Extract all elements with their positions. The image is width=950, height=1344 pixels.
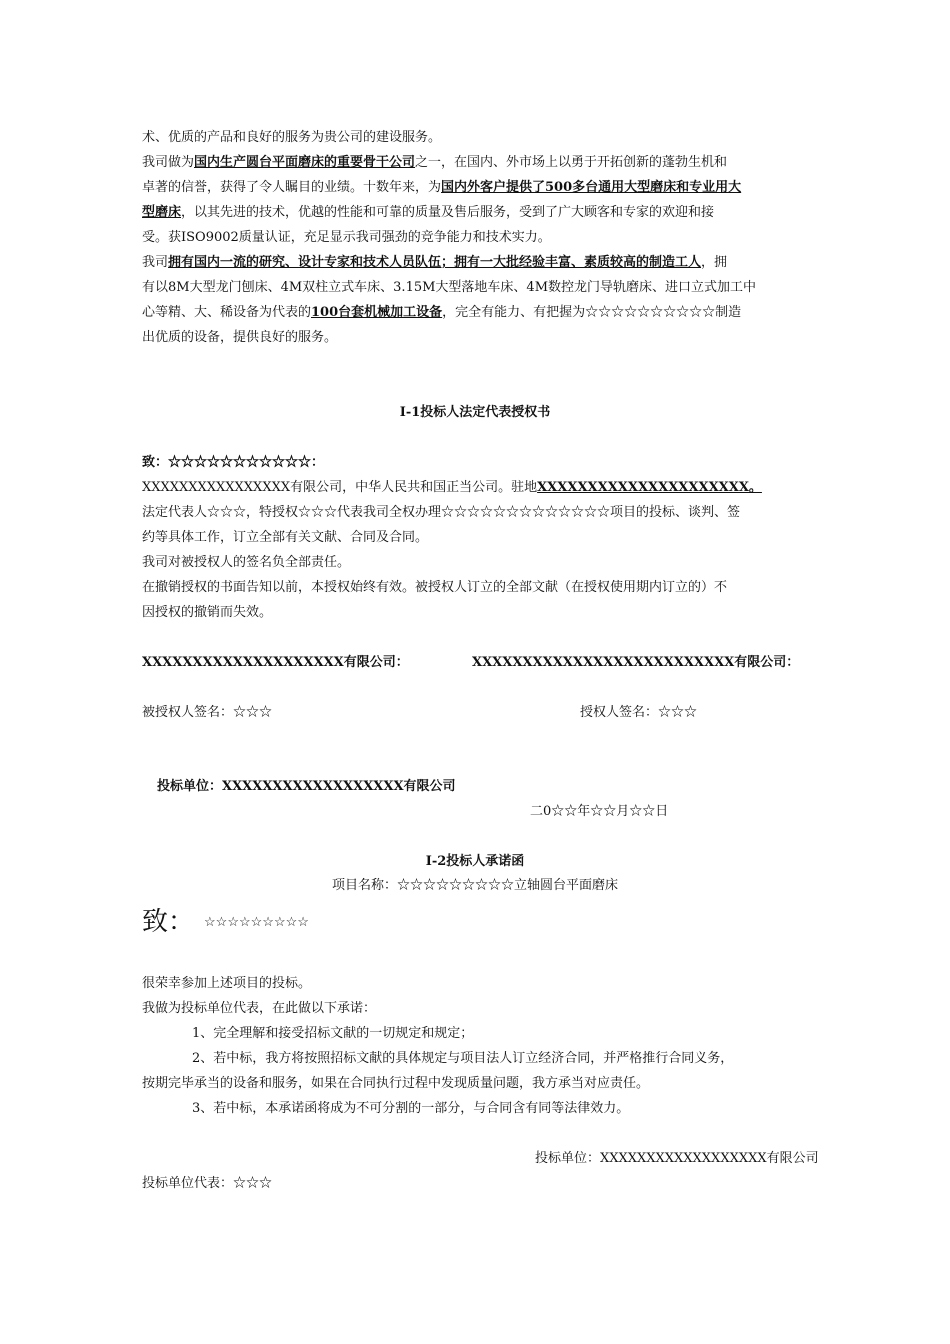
- promise-salutation-recipient: ☆☆☆☆☆☆☆☆☆: [204, 915, 309, 930]
- intro-line-9: [142, 328, 337, 348]
- intro-line-1: [142, 128, 441, 148]
- promise-item-3: 3、若中标，本承诺函将成为不可分割的一部分，与合同含有同等法律效力。: [192, 1101, 630, 1116]
- intro-emphasis: 国内生产圆台平面磨床的重要骨干公司: [194, 155, 416, 170]
- auth-signature-left: 被授权人签名：☆☆☆: [142, 705, 273, 720]
- intro-emphasis: 国内外客户提供了500多台通用大型磨床和专业用大: [441, 180, 742, 195]
- promise-item-1: 1、完全理解和接受招标文献的一切规定和规定；: [192, 1026, 474, 1041]
- auth-para-4-line-1: 在撤销授权的书面告知以前，本授权始终有效。被授权人订立的全部文献（在授权使用期内订立的）不: [142, 580, 728, 595]
- auth-bidder: 投标单位：XXXXXXXXXXXXXXXXXX有限公司: [157, 779, 456, 794]
- intro-line-5: [142, 228, 551, 248]
- intro-emphasis: 型磨床: [142, 205, 182, 220]
- auth-para-1: [142, 478, 762, 498]
- intro-text: 术、优质的产品和良好的服务为贵公司的建设服务。: [142, 130, 442, 145]
- intro-text: 之一，在国内、外市场上以勇于开拓创新的蓬勃生机和: [415, 155, 728, 170]
- intro-emphasis: 100台套机械加工设备: [311, 305, 443, 320]
- promise-representative: 投标单位代表：☆☆☆: [142, 1176, 273, 1191]
- promise-item-2-line-2: 按期完毕承当的设备和服务，如果在合同执行过程中发现质量问题，我方承当对应责任。: [142, 1076, 650, 1091]
- auth-company-left: XXXXXXXXXXXXXXXXXXXX有限公司：: [142, 655, 409, 670]
- intro-emphasis: 拥有国内一流的研究、设计专家和技术人员队伍；拥有一大批经验丰富、素质较高的制造工人: [168, 255, 702, 270]
- auth-address: XXXXXXXXXXXXXXXXXXXXX。: [537, 480, 762, 495]
- auth-para-4-line-2: 因授权的撤销而失效。: [142, 605, 273, 620]
- auth-date: 二0☆☆年☆☆月☆☆日: [530, 804, 669, 819]
- promise-salutation-label: 致：: [142, 907, 195, 937]
- intro-text: 出优质的设备，提供良好的服务。: [142, 330, 338, 345]
- intro-line-2: [142, 153, 727, 173]
- intro-line-6: [142, 253, 727, 273]
- promise-title: I-2投标人承诺函: [425, 854, 525, 869]
- promise-para-1: 很荣幸参加上述项目的投标。: [142, 976, 312, 991]
- intro-text: 我司做为: [142, 155, 195, 170]
- auth-para-3: 我司对被授权人的签名负全部责任。: [142, 555, 351, 570]
- intro-text: 卓著的信誉，获得了令人瞩目的业绩。十数年来，为: [142, 180, 442, 195]
- promise-para-2: 我做为投标单位代表，在此做以下承诺：: [142, 1001, 377, 1016]
- intro-text: 我司: [142, 255, 169, 270]
- intro-text: 受。获ISO9002质量认证，充足显示我司强劲的竞争能力和技术实力。: [142, 230, 551, 245]
- promise-project-name: 项目名称：☆☆☆☆☆☆☆☆☆立轴圆台平面磨床: [331, 878, 618, 893]
- promise-item-2-line-1: 2、若中标，我方将按照招标文献的具体规定与项目法人订立经济合同，并严格推行合同义务，: [192, 1051, 734, 1066]
- intro-text: ，拥: [701, 255, 728, 270]
- intro-text: 有以8M大型龙门刨床、4M双柱立式车床、3.15M大型落地车床、4M数控龙门导轨磨床、进口立式加工中: [142, 280, 757, 295]
- promise-salutation: [142, 906, 309, 938]
- intro-line-4: [142, 203, 714, 223]
- auth-title: I-1投标人法定代表授权书: [399, 405, 551, 420]
- intro-text: ，以其先进的技术，优越的性能和可靠的质量及售后服务，受到了广大顾客和专家的欢迎和接: [181, 205, 715, 220]
- auth-text: XXXXXXXXXXXXXXXX有限公司，中华人民共和国正当公司。驻地: [142, 480, 538, 495]
- intro-text: ，完全有能力、有把握为☆☆☆☆☆☆☆☆☆☆制造: [442, 305, 742, 320]
- auth-salutation: 致：☆☆☆☆☆☆☆☆☆☆☆：: [142, 455, 325, 470]
- auth-para-2-line-2: 约等具体工作，订立全部有关文献、合同及合同。: [142, 530, 429, 545]
- auth-company-right: XXXXXXXXXXXXXXXXXXXXXXXXXX有限公司：: [472, 655, 800, 670]
- intro-line-3: [142, 178, 741, 198]
- intro-line-8: [142, 303, 741, 323]
- intro-text: 心等精、大、稀设备为代表的: [142, 305, 312, 320]
- intro-line-7: [142, 278, 756, 298]
- auth-para-2-line-1: 法定代表人☆☆☆，特授权☆☆☆代表我司全权办理☆☆☆☆☆☆☆☆☆☆☆☆☆项目的投标、谈判、签: [142, 505, 741, 520]
- promise-bidder: 投标单位：XXXXXXXXXXXXXXXXXX有限公司: [535, 1151, 819, 1166]
- auth-signature-right: 授权人签名：☆☆☆: [580, 705, 698, 720]
